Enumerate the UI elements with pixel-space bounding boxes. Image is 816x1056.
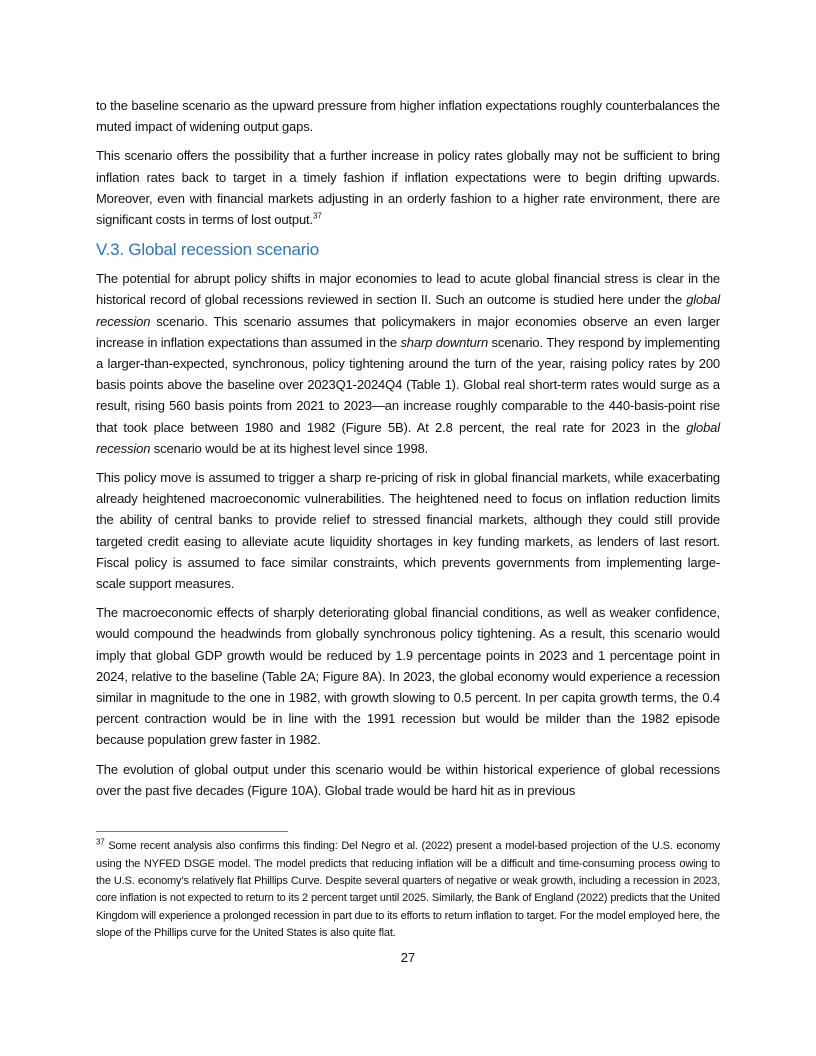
section-heading: V.3. Global recession scenario: [96, 240, 320, 260]
footnote-text: Some recent analysis also confirms this finding: Del Negro et al. (2022) present a model-based projection of the U.S. economy using the NYFED DSGE model. The model predicts that reducing inflation will be a difficult and time-consuming process owing to the U.S. economy’s relatively flat Phillips Curve. Despite several quarters of negative or weak growth, including a recession in 2023, core inflation is not expected to return to its 2 percent target until 2025. Similarly, the Bank of England (2022) predicts that the United Kingdom will experience a prolonged recession in part due to its efforts to return inflation to target. For the model employed here, the slope of the Phillips curve for the United States is also quite flat.: [96, 840, 720, 940]
page-number: 27: [400, 949, 416, 965]
paragraph: This policy move is assumed to trigger a sharp re-pricing of risk in global financial markets, while exacerbating already heightened macroeconomic vulnerabilities. The heightened need to focus on inflation reduction limits the ability of central banks to provide relief to stressed financial markets, although they could still provide targeted credit easing to alleviate acute liquidity shortages in key funding markets, as lenders of last resort. Fiscal policy is assumed to face similar constraints, which prevents governments from implementing large-scale support measures.: [96, 470, 720, 592]
paragraph: The evolution of global output under this scenario would be within historical experience of global recessions over the past five decades (Figure 10A). Global trade would be hard hit as in previous: [96, 761, 720, 798]
footnote-number: 37: [96, 837, 105, 847]
italic-term: global recession: [96, 292, 720, 329]
text-segment: The potential for abrupt policy shifts in major economies to lead to acute global financial stress is clear in the historical record of global recessions reviewed in section II. Such an outcome is studied here under the: [96, 271, 720, 308]
text-segment: scenario. They respond by implementing a larger-than-expected, synchronous, policy tightening around the turn of the year, raising policy rates by 200 basis points above the baseline over 2023Q1-2024Q4 (Table 1). Global real short-term rates would surge as a result, rising 560 basis points from 2021 to 2023—an increase roughly comparable to the 440-basis-point rise that took place between 1980 and 1982 (Figure 5B). At 2.8 percent, the real rate for 2023 in the: [96, 334, 720, 435]
paragraph: [96, 145, 720, 230]
paragraph-text: This scenario offers the possibility that a further increase in policy rates globally may not be sufficient to bring inflation rates back to target in a timely fashion if inflation expectations were to begin drifting upwards. Moreover, even with financial markets adjusting in an orderly fashion to a higher rate environment, there are significant costs in terms of lost output.: [96, 148, 720, 228]
italic-term: sharp downturn: [400, 334, 489, 350]
italic-term: global recession: [96, 419, 720, 456]
footnote-ref[interactable]: 37: [312, 211, 322, 221]
footnote: [96, 838, 720, 942]
footnote-divider: [96, 831, 288, 832]
text-segment: scenario. This scenario assumes that policymakers in major economies observe an even larger increase in inflation expectations than assumed in the: [96, 313, 720, 350]
text-segment: scenario would be at its highest level since 1998.: [150, 440, 429, 456]
paragraph: to the baseline scenario as the upward pressure from higher inflation expectations roughly counterbalances the muted impact of widening output gaps.: [96, 98, 720, 135]
paragraph: [96, 268, 720, 459]
paragraph: The macroeconomic effects of sharply deteriorating global financial conditions, as well as weaker confidence, would compound the headwinds from globally synchronous policy tightening. As a result, this scenario would imply that global GDP growth would be reduced by 1.9 percentage points in 2023 and 1 percentage point in 2024, relative to the baseline (Table 2A; Figure 8A). In 2023, the global economy would experience a recession similar in magnitude to the one in 1982, with growth slowing to 0.5 percent. In per capita growth terms, the 0.4 percent contraction would be in line with the 1991 recession but would be milder than the 1982 episode because population grew faster in 1982.: [96, 605, 720, 748]
